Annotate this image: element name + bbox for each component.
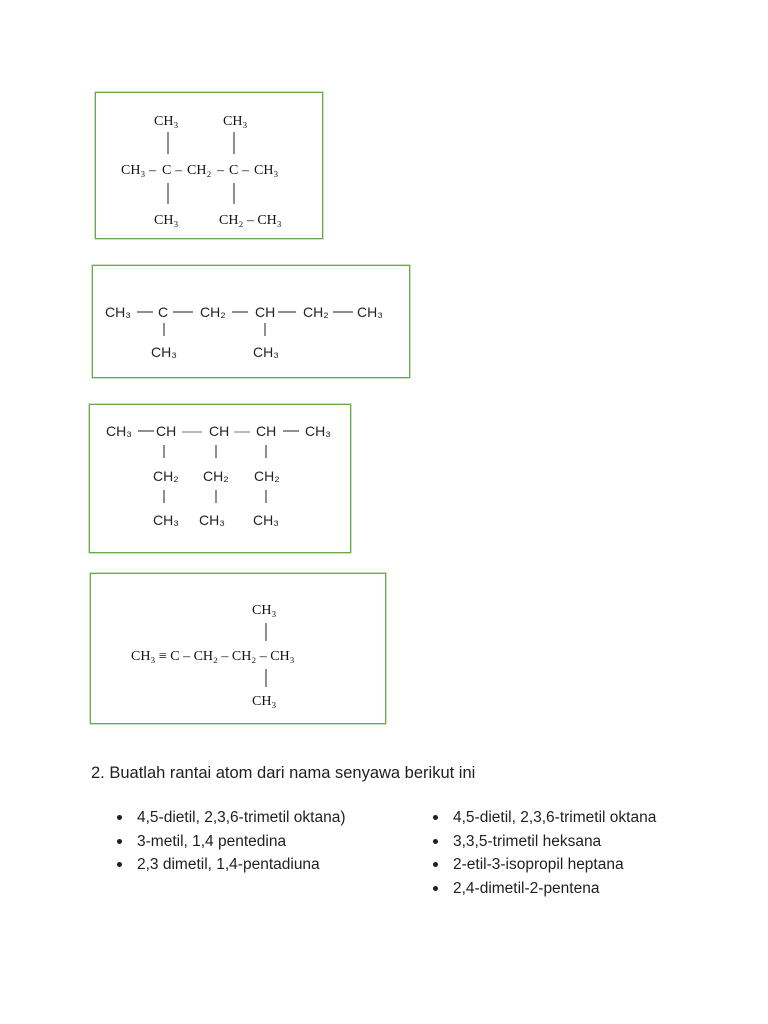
s1-chain-3: C: [229, 163, 239, 178]
s2-chain-5: CH₃: [357, 304, 383, 320]
s4-top: CH₃: [252, 603, 277, 618]
compound-list-right: [431, 806, 691, 900]
list-item: 4,5-dietil, 2,3,6-trimetil oktana): [115, 806, 375, 830]
s3-chain-4: CH₃: [305, 423, 331, 439]
list-item: 3-metil, 1,4 pentedina: [115, 830, 375, 854]
s1-top-right: CH₃: [223, 114, 248, 129]
list-item: 2,4-dimetil-2-pentena: [431, 877, 691, 901]
structure-1-diagram: [96, 93, 324, 240]
s1-chain-0: CH₃: [121, 163, 146, 178]
s1-bond-1: –: [175, 163, 182, 178]
structure-2-diagram: [93, 266, 411, 379]
structure-box-4: [90, 573, 386, 724]
structure-box-3: [89, 404, 351, 553]
structure-box-2: [92, 265, 410, 378]
list-item: 3,3,5-trimetil heksana: [431, 830, 691, 854]
s1-top-left: CH₃: [154, 114, 179, 129]
s1-bottom-left: CH₃: [154, 213, 179, 228]
s1-bottom-right: CH₂ – CH₃: [219, 213, 282, 228]
structure-3-diagram: [90, 405, 352, 554]
s1-bond-2: –: [217, 163, 224, 178]
s2-chain-3: CH: [255, 304, 276, 320]
list-item: 4,5-dietil, 2,3,6-trimetil oktana: [431, 806, 691, 830]
s3-chain-1: CH: [156, 423, 177, 439]
s1-bond-0: –: [149, 163, 156, 178]
list-item: 2-etil-3-isopropil heptana: [431, 853, 691, 877]
s1-chain-2: CH₂: [187, 163, 212, 178]
s4-bottom: CH₃: [252, 694, 277, 709]
s4-main-chain: CH₃ ≡ C – CH₂ – CH₂ – CH₃: [131, 649, 295, 664]
s2-bottom-1: CH₃: [151, 344, 177, 360]
structure-4-diagram: [91, 574, 387, 725]
s3-chain-3: CH: [256, 423, 277, 439]
s3-branch1-2: CH₂: [203, 468, 229, 484]
s3-chain-0: CH₃: [106, 423, 132, 439]
s2-chain-4: CH₂: [303, 304, 329, 320]
s2-chain-0: CH₃: [105, 304, 131, 320]
s2-chain-1: C: [158, 304, 169, 320]
structure-box-1: [95, 92, 323, 239]
s3-branch2-2: CH₃: [199, 512, 225, 528]
s3-branch2-3: CH₃: [253, 512, 279, 528]
list-item: 2,3 dimetil, 1,4-pentadiuna: [115, 853, 375, 877]
question-heading: 2. Buatlah rantai atom dari nama senyawa berikut ini: [91, 764, 476, 782]
s1-bond-3: –: [242, 163, 249, 178]
s2-chain-2: CH₂: [200, 304, 226, 320]
compound-list-left: [115, 806, 375, 877]
s3-branch2-1: CH₃: [153, 512, 179, 528]
s1-chain-1: C: [162, 163, 172, 178]
s2-bottom-2: CH₃: [253, 344, 279, 360]
s1-chain-4: CH₃: [254, 163, 279, 178]
s3-branch1-1: CH₂: [153, 468, 179, 484]
s3-chain-2: CH: [209, 423, 230, 439]
s3-branch1-3: CH₂: [254, 468, 280, 484]
